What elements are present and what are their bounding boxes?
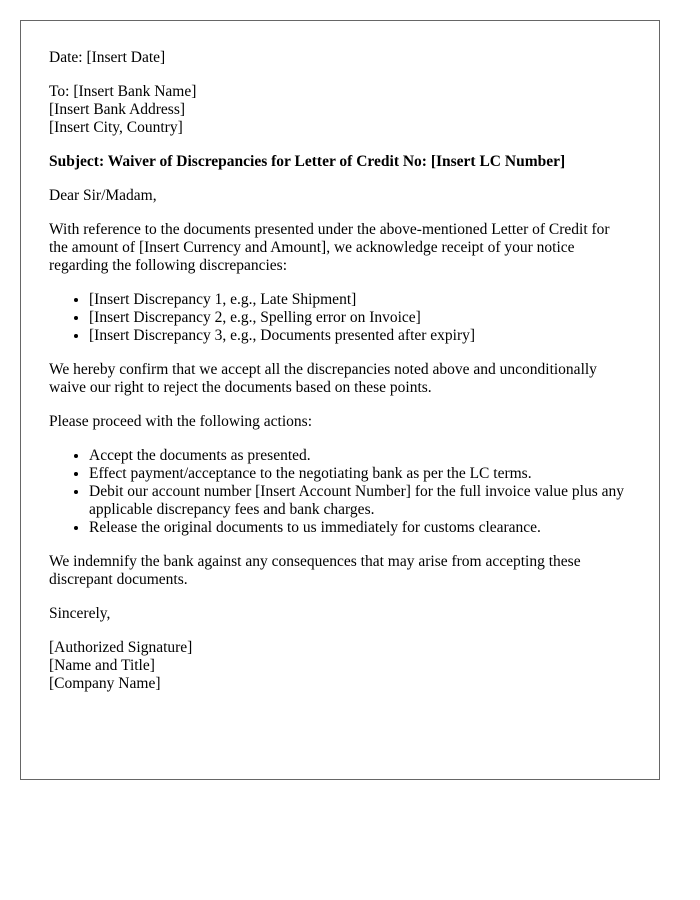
name-title-line: [Name and Title] — [49, 657, 155, 674]
signature-line: [Authorized Signature] — [49, 639, 193, 656]
signature-block — [49, 639, 631, 693]
actions-intro: Please proceed with the following actions: — [49, 413, 313, 430]
recipient-block — [49, 83, 631, 137]
letter-document — [20, 20, 660, 780]
recipient-city-country: [Insert City, Country] — [49, 119, 183, 136]
intro-paragraph: With reference to the documents presented under the above-mentioned Letter of Credit for the amount of [Insert Currency and Amount], we acknowledge receipt of your notice regarding the following discrepancies: — [49, 221, 610, 274]
action-list — [49, 447, 631, 537]
confirmation-paragraph: We hereby confirm that we accept all the discrepancies noted above and unconditionally waive our right to reject the documents based on these points. — [49, 361, 597, 396]
recipient-bank-address: [Insert Bank Address] — [49, 101, 186, 118]
subject-line: Subject: Waiver of Discrepancies for Letter of Credit No: [Insert LC Number] — [49, 153, 566, 170]
company-name-line: [Company Name] — [49, 675, 161, 692]
discrepancy-item-3: • [Insert Discrepancy 3, e.g., Documents presented after expiry] — [89, 327, 631, 345]
discrepancy-item-2: • [Insert Discrepancy 2, e.g., Spelling error on Invoice] — [89, 309, 631, 327]
closing-line: Sincerely, — [49, 605, 111, 622]
indemnity-paragraph: We indemnify the bank against any consequences that may arise from accepting these discrepant documents. — [49, 553, 581, 588]
action-item-3: • Debit our account number [Insert Account Number] for the full invoice value plus any applicable discrepancy fees and bank charges. — [89, 483, 631, 519]
discrepancy-list — [49, 291, 631, 345]
date-line: Date: [Insert Date] — [49, 49, 166, 66]
salutation: Dear Sir/Madam, — [49, 187, 157, 204]
action-item-1: • Accept the documents as presented. — [89, 447, 631, 465]
recipient-bank-name: To: [Insert Bank Name] — [49, 83, 197, 100]
action-item-4: • Release the original documents to us immediately for customs clearance. — [89, 519, 631, 537]
discrepancy-item-1: • [Insert Discrepancy 1, e.g., Late Shipment] — [89, 291, 631, 309]
action-item-2: • Effect payment/acceptance to the negotiating bank as per the LC terms. — [89, 465, 631, 483]
